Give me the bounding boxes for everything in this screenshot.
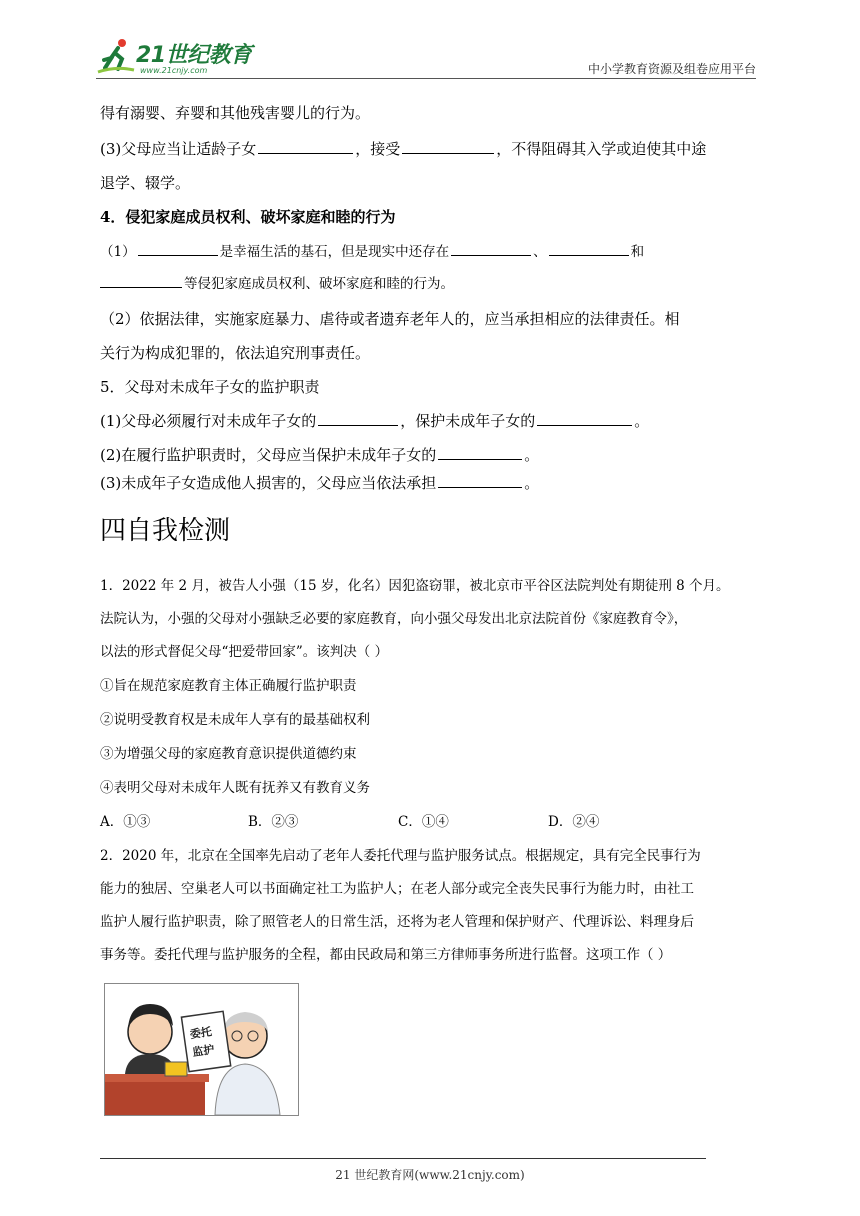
answer-blank[interactable] (138, 242, 218, 257)
text-line: 退学、辍学。 (100, 174, 191, 192)
text-segment: (2)在履行监护职责时，父母应当保护未成年子女的 (100, 446, 437, 464)
text-segment: (1)父母必须履行对未成年子女的 (100, 412, 317, 430)
sign-text-line1: 委托 (189, 1025, 213, 1042)
logo-url: www.21cnjy.com (140, 66, 208, 75)
fill-in-line (100, 240, 644, 260)
fill-in-line (100, 272, 454, 292)
statement-3: ③为增强父母的家庭教育意识提供道德约束 (100, 746, 357, 762)
answer-blank[interactable] (438, 472, 522, 488)
fill-in-line (100, 444, 539, 465)
text-segment: 。 (524, 474, 540, 492)
statement-4: ④表明父母对未成年人既有抚养又有教育义务 (100, 780, 370, 796)
option-d[interactable]: D．②④ (548, 814, 600, 830)
fill-in-line (100, 410, 649, 431)
runner-icon (96, 36, 136, 76)
text-segment: 、 (533, 244, 547, 260)
text-segment: ，保护未成年子女的 (400, 412, 536, 430)
logo-text: 21世纪教育 (136, 43, 252, 68)
fill-in-line (100, 138, 706, 159)
text-line: 得有溺婴、弃婴和其他残害婴儿的行为。 (100, 104, 371, 122)
header-platform-text: 中小学教育资源及组卷应用平台 (587, 62, 756, 76)
header-divider (96, 78, 756, 79)
sign-text-line2: 监护 (191, 1042, 216, 1059)
footer-site-text[interactable]: 21 世纪教育网(www.21cnjy.com) (335, 1168, 525, 1182)
answer-blank[interactable] (402, 138, 494, 154)
option-c[interactable]: C．①④ (398, 814, 449, 830)
question-text: 1．2022 年 2 月，被告人小强（15 岁，化名）因犯盗窃罪，被北京市平谷区法院判处有期徒刑 8 个月。 (100, 578, 730, 594)
statement-2: ②说明受教育权是未成年人享有的最基础权利 (100, 712, 370, 728)
text-segment: (3)未成年子女造成他人损害的，父母应当依法承担 (100, 474, 437, 492)
page-header (96, 36, 756, 80)
site-logo[interactable] (96, 36, 266, 80)
section-title: 四自我检测 (100, 516, 231, 546)
cartoon-illustration (105, 984, 298, 1115)
text-segment: (3)父母应当让适龄子女 (100, 140, 257, 158)
text-segment: 和 (630, 244, 645, 260)
text-segment: ，不得阻碍其入学或迫使其中途 (496, 140, 707, 158)
question-text: 2．2020 年，北京在全国率先启动了老年人委托代理与监护服务试点。根据规定，具有完全民事行为 (100, 848, 701, 864)
text-segment: 。 (524, 446, 540, 464)
illustration-entrusted-guardianship (104, 983, 299, 1116)
footer-divider (100, 1158, 706, 1159)
statement-1: ①旨在规范家庭教育主体正确履行监护职责 (100, 678, 357, 694)
text-segment: 。 (634, 412, 650, 430)
question-text: 事务等。委托代理与监护服务的全程，都由民政局和第三方律师事务所进行监督。这项工作（ ） (100, 947, 672, 963)
question-text: 以法的形式督促父母“把爱带回家”。该判决（ ） (100, 644, 389, 660)
option-b[interactable]: B．②③ (248, 814, 299, 830)
answer-blank[interactable] (537, 410, 632, 426)
section-heading: 5．父母对未成年子女的监护职责 (100, 378, 320, 396)
answer-blank[interactable] (549, 242, 629, 257)
text-segment: 等侵犯家庭成员权利、破坏家庭和睦的行为。 (184, 276, 454, 292)
text-segment: 是幸福生活的基石，但是现实中还存在 (219, 244, 450, 260)
answer-blank[interactable] (438, 444, 522, 460)
answer-blank[interactable] (451, 242, 531, 257)
question-text: 能力的独居、空巢老人可以书面确定社工为监护人；在老人部分或完全丧失民事行为能力时，由社工 (100, 881, 694, 897)
text-line: （2）依据法律，实施家庭暴力、虐待或者遗弃老年人的，应当承担相应的法律责任。相 (100, 310, 680, 328)
text-segment: （1） (100, 244, 136, 260)
question-text: 监护人履行监护职责，除了照管老人的日常生活，还将为老人管理和保护财产、代理诉讼、料理身后 (100, 914, 694, 930)
answer-blank[interactable] (100, 274, 182, 289)
text-line: 关行为构成犯罪的，依法追究刑事责任。 (100, 344, 371, 362)
text-segment: ，接受 (355, 140, 401, 158)
question-text: 法院认为，小强的父母对小强缺乏必要的家庭教育，向小强父母发出北京法院首份《家庭教育令》， (100, 611, 688, 627)
answer-blank[interactable] (258, 138, 353, 154)
option-a[interactable]: A．①③ (100, 814, 151, 830)
section-heading: 4．侵犯家庭成员权利、破坏家庭和睦的行为 (100, 208, 396, 226)
fill-in-line (100, 472, 539, 493)
answer-blank[interactable] (318, 410, 398, 426)
